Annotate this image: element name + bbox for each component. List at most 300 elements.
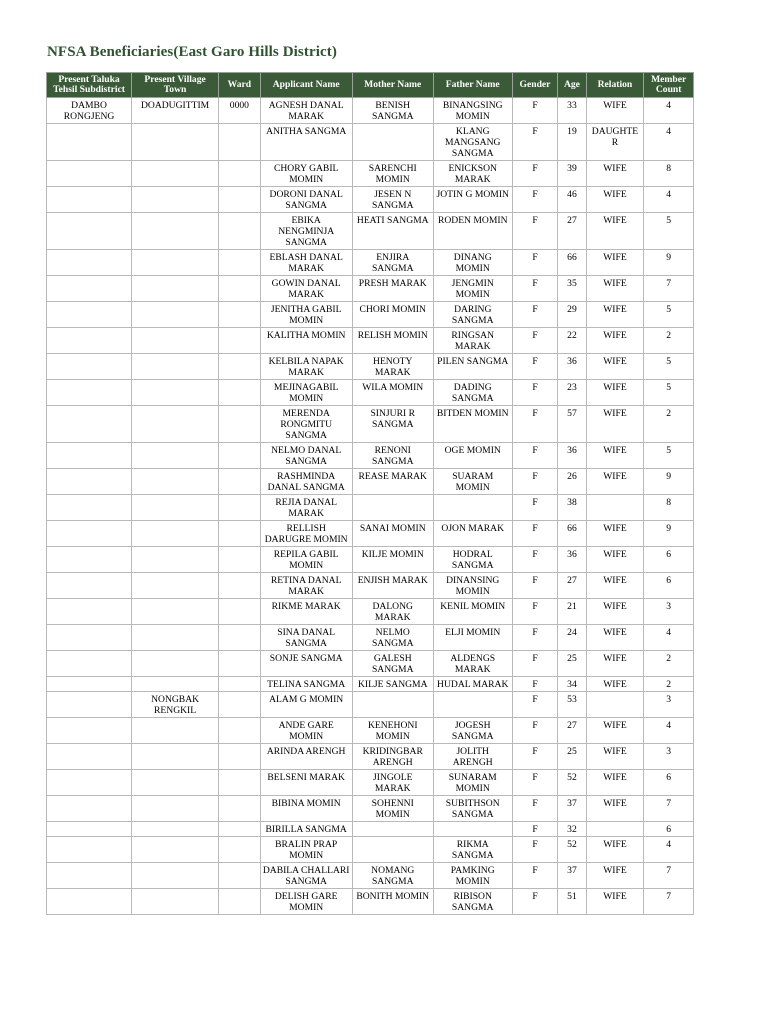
cell-mother-name: REASE MARAK <box>352 469 433 495</box>
cell-taluka <box>47 380 132 406</box>
cell-age: 36 <box>558 547 586 573</box>
cell-mother-name: NOMANG SANGMA <box>352 863 433 889</box>
table-body <box>47 98 694 915</box>
cell-father-name: DINANG MOMIN <box>433 250 512 276</box>
cell-village <box>132 328 219 354</box>
cell-taluka <box>47 521 132 547</box>
cell-age: 27 <box>558 718 586 744</box>
table-row <box>47 744 694 770</box>
table-row <box>47 302 694 328</box>
cell-ward <box>219 276 261 302</box>
cell-age: 66 <box>558 250 586 276</box>
cell-ward <box>219 469 261 495</box>
cell-member-count: 7 <box>644 276 694 302</box>
cell-gender: F <box>512 573 558 599</box>
cell-member-count: 2 <box>644 328 694 354</box>
cell-applicant-name: RIKME MARAK <box>260 599 352 625</box>
cell-member-count: 4 <box>644 718 694 744</box>
cell-mother-name: RELISH MOMIN <box>352 328 433 354</box>
cell-mother-name: JINGOLE MARAK <box>352 770 433 796</box>
table-row <box>47 625 694 651</box>
cell-father-name: KENIL MOMIN <box>433 599 512 625</box>
cell-father-name: RINGSAN MARAK <box>433 328 512 354</box>
cell-member-count: 5 <box>644 354 694 380</box>
cell-relation <box>586 692 644 718</box>
cell-father-name: JOLITH ARENGH <box>433 744 512 770</box>
cell-taluka <box>47 770 132 796</box>
cell-relation: WIFE <box>586 161 644 187</box>
cell-member-count: 9 <box>644 521 694 547</box>
cell-relation: WIFE <box>586 187 644 213</box>
cell-member-count: 2 <box>644 677 694 692</box>
cell-village <box>132 250 219 276</box>
cell-village <box>132 573 219 599</box>
cell-village <box>132 469 219 495</box>
cell-ward <box>219 744 261 770</box>
cell-member-count: 8 <box>644 161 694 187</box>
cell-father-name: ENICKSON MARAK <box>433 161 512 187</box>
cell-relation: WIFE <box>586 889 644 915</box>
cell-gender: F <box>512 521 558 547</box>
cell-relation: WIFE <box>586 521 644 547</box>
cell-member-count: 3 <box>644 692 694 718</box>
table-row <box>47 718 694 744</box>
cell-applicant-name: RELLISH DARUGRE MOMIN <box>260 521 352 547</box>
cell-age: 35 <box>558 276 586 302</box>
cell-taluka <box>47 677 132 692</box>
cell-taluka <box>47 599 132 625</box>
table-row <box>47 161 694 187</box>
header-relation: Relation <box>586 73 644 98</box>
cell-village <box>132 599 219 625</box>
cell-father-name: KLANG MANGSANG SANGMA <box>433 124 512 161</box>
cell-father-name: OGE MOMIN <box>433 443 512 469</box>
table-row <box>47 863 694 889</box>
cell-age: 66 <box>558 521 586 547</box>
cell-gender: F <box>512 443 558 469</box>
table-row <box>47 443 694 469</box>
cell-age: 32 <box>558 822 586 837</box>
cell-village <box>132 443 219 469</box>
cell-father-name: HUDAL MARAK <box>433 677 512 692</box>
cell-village <box>132 187 219 213</box>
cell-applicant-name: NELMO DANAL SANGMA <box>260 443 352 469</box>
cell-ward <box>219 380 261 406</box>
cell-mother-name <box>352 124 433 161</box>
cell-age: 51 <box>558 889 586 915</box>
cell-mother-name: PRESH MARAK <box>352 276 433 302</box>
header-age: Age <box>558 73 586 98</box>
cell-mother-name: BONITH MOMIN <box>352 889 433 915</box>
cell-taluka <box>47 651 132 677</box>
cell-village <box>132 547 219 573</box>
cell-ward <box>219 889 261 915</box>
cell-age: 53 <box>558 692 586 718</box>
cell-member-count: 5 <box>644 380 694 406</box>
cell-relation: WIFE <box>586 677 644 692</box>
cell-gender: F <box>512 796 558 822</box>
cell-father-name: PILEN SANGMA <box>433 354 512 380</box>
cell-taluka <box>47 692 132 718</box>
cell-relation: WIFE <box>586 837 644 863</box>
cell-gender: F <box>512 651 558 677</box>
cell-age: 52 <box>558 837 586 863</box>
table-row <box>47 495 694 521</box>
cell-member-count: 7 <box>644 889 694 915</box>
cell-village <box>132 889 219 915</box>
cell-member-count: 4 <box>644 187 694 213</box>
cell-ward: 0000 <box>219 98 261 124</box>
cell-father-name: ALDENGS MARAK <box>433 651 512 677</box>
cell-ward <box>219 599 261 625</box>
cell-taluka <box>47 328 132 354</box>
cell-village <box>132 651 219 677</box>
cell-taluka <box>47 573 132 599</box>
cell-applicant-name: REJIA DANAL MARAK <box>260 495 352 521</box>
cell-taluka <box>47 495 132 521</box>
cell-relation <box>586 495 644 521</box>
cell-father-name: JENGMIN MOMIN <box>433 276 512 302</box>
cell-member-count: 6 <box>644 547 694 573</box>
cell-age: 37 <box>558 796 586 822</box>
table-row <box>47 354 694 380</box>
cell-applicant-name: REPILA GABIL MOMIN <box>260 547 352 573</box>
cell-applicant-name: BELSENI MARAK <box>260 770 352 796</box>
cell-mother-name: KENEHONI MOMIN <box>352 718 433 744</box>
header-village: Present Village Town <box>132 73 219 98</box>
cell-ward <box>219 302 261 328</box>
cell-applicant-name: CHORY GABIL MOMIN <box>260 161 352 187</box>
cell-age: 57 <box>558 406 586 443</box>
cell-father-name: PAMKING MOMIN <box>433 863 512 889</box>
cell-relation: WIFE <box>586 213 644 250</box>
cell-member-count: 5 <box>644 213 694 250</box>
cell-gender: F <box>512 599 558 625</box>
cell-applicant-name: KELBILA NAPAK MARAK <box>260 354 352 380</box>
cell-taluka <box>47 796 132 822</box>
page-title: NFSA Beneficiaries(East Garo Hills District) <box>47 44 337 60</box>
cell-ward <box>219 495 261 521</box>
table-row <box>47 547 694 573</box>
cell-mother-name: KILJE MOMIN <box>352 547 433 573</box>
cell-relation: WIFE <box>586 328 644 354</box>
cell-village <box>132 625 219 651</box>
cell-member-count: 6 <box>644 822 694 837</box>
cell-village <box>132 744 219 770</box>
cell-ward <box>219 547 261 573</box>
cell-relation <box>586 822 644 837</box>
cell-taluka <box>47 187 132 213</box>
cell-gender: F <box>512 744 558 770</box>
cell-gender: F <box>512 354 558 380</box>
cell-age: 46 <box>558 187 586 213</box>
table-row <box>47 380 694 406</box>
cell-gender: F <box>512 495 558 521</box>
cell-mother-name: KILJE SANGMA <box>352 677 433 692</box>
cell-relation: WIFE <box>586 380 644 406</box>
cell-father-name: JOGESH SANGMA <box>433 718 512 744</box>
cell-relation: WIFE <box>586 98 644 124</box>
cell-applicant-name: SONJE SANGMA <box>260 651 352 677</box>
header-applicant-name: Applicant Name <box>260 73 352 98</box>
cell-ward <box>219 443 261 469</box>
cell-age: 36 <box>558 354 586 380</box>
cell-member-count: 4 <box>644 124 694 161</box>
cell-ward <box>219 161 261 187</box>
table-row <box>47 213 694 250</box>
cell-member-count: 6 <box>644 573 694 599</box>
cell-member-count: 6 <box>644 770 694 796</box>
cell-gender: F <box>512 770 558 796</box>
cell-ward <box>219 213 261 250</box>
cell-father-name: SUARAM MOMIN <box>433 469 512 495</box>
cell-relation: WIFE <box>586 744 644 770</box>
cell-member-count: 3 <box>644 744 694 770</box>
table-row <box>47 796 694 822</box>
cell-relation: WIFE <box>586 573 644 599</box>
cell-applicant-name: KALITHA MOMIN <box>260 328 352 354</box>
cell-age: 37 <box>558 863 586 889</box>
cell-village <box>132 863 219 889</box>
cell-village: NONGBAK RENGKIL <box>132 692 219 718</box>
cell-age: 52 <box>558 770 586 796</box>
cell-relation: WIFE <box>586 718 644 744</box>
table-row <box>47 822 694 837</box>
cell-member-count: 4 <box>644 625 694 651</box>
cell-village <box>132 718 219 744</box>
cell-village <box>132 677 219 692</box>
cell-mother-name: HEATI SANGMA <box>352 213 433 250</box>
cell-relation: WIFE <box>586 770 644 796</box>
cell-taluka <box>47 718 132 744</box>
cell-gender: F <box>512 692 558 718</box>
cell-ward <box>219 573 261 599</box>
cell-relation: WIFE <box>586 651 644 677</box>
cell-taluka <box>47 250 132 276</box>
cell-mother-name: JESEN N SANGMA <box>352 187 433 213</box>
cell-gender: F <box>512 98 558 124</box>
cell-member-count: 5 <box>644 443 694 469</box>
cell-ward <box>219 863 261 889</box>
cell-taluka <box>47 161 132 187</box>
cell-member-count: 7 <box>644 796 694 822</box>
cell-gender: F <box>512 837 558 863</box>
cell-village: DOADUGITTIM <box>132 98 219 124</box>
cell-gender: F <box>512 718 558 744</box>
cell-taluka <box>47 406 132 443</box>
cell-father-name: JOTIN G MOMIN <box>433 187 512 213</box>
cell-ward <box>219 406 261 443</box>
cell-age: 33 <box>558 98 586 124</box>
cell-mother-name <box>352 822 433 837</box>
cell-gender: F <box>512 863 558 889</box>
cell-member-count: 2 <box>644 651 694 677</box>
table-row <box>47 187 694 213</box>
cell-ward <box>219 837 261 863</box>
cell-father-name <box>433 692 512 718</box>
cell-member-count: 9 <box>644 469 694 495</box>
cell-gender: F <box>512 213 558 250</box>
cell-village <box>132 837 219 863</box>
cell-age: 21 <box>558 599 586 625</box>
cell-relation: WIFE <box>586 599 644 625</box>
cell-applicant-name: ANITHA SANGMA <box>260 124 352 161</box>
cell-taluka <box>47 354 132 380</box>
cell-member-count: 3 <box>644 599 694 625</box>
cell-gender: F <box>512 302 558 328</box>
cell-age: 25 <box>558 651 586 677</box>
table-row <box>47 98 694 124</box>
table-row <box>47 406 694 443</box>
cell-ward <box>219 692 261 718</box>
cell-member-count: 7 <box>644 863 694 889</box>
cell-relation: WIFE <box>586 443 644 469</box>
cell-age: 27 <box>558 213 586 250</box>
cell-father-name: RIKMA SANGMA <box>433 837 512 863</box>
cell-mother-name: SARENCHI MOMIN <box>352 161 433 187</box>
cell-applicant-name: MEJINAGABIL MOMIN <box>260 380 352 406</box>
cell-taluka <box>47 443 132 469</box>
cell-ward <box>219 250 261 276</box>
cell-gender: F <box>512 469 558 495</box>
cell-taluka <box>47 625 132 651</box>
header-gender: Gender <box>512 73 558 98</box>
table-row <box>47 599 694 625</box>
cell-village <box>132 354 219 380</box>
cell-mother-name: HENOTY MARAK <box>352 354 433 380</box>
cell-ward <box>219 651 261 677</box>
cell-mother-name: GALESH SANGMA <box>352 651 433 677</box>
header-member-count: Member Count <box>644 73 694 98</box>
cell-mother-name <box>352 495 433 521</box>
cell-relation: WIFE <box>586 354 644 380</box>
cell-ward <box>219 521 261 547</box>
cell-father-name: HODRAL SANGMA <box>433 547 512 573</box>
cell-relation: WIFE <box>586 276 644 302</box>
cell-taluka <box>47 469 132 495</box>
cell-gender: F <box>512 677 558 692</box>
cell-applicant-name: SINA DANAL SANGMA <box>260 625 352 651</box>
cell-relation: WIFE <box>586 625 644 651</box>
cell-gender: F <box>512 625 558 651</box>
cell-mother-name: KRIDINGBAR ARENGH <box>352 744 433 770</box>
cell-father-name: RODEN MOMIN <box>433 213 512 250</box>
table-row <box>47 837 694 863</box>
cell-ward <box>219 770 261 796</box>
cell-applicant-name: JENITHA GABIL MOMIN <box>260 302 352 328</box>
cell-taluka: DAMBO RONGJENG <box>47 98 132 124</box>
cell-ward <box>219 625 261 651</box>
cell-ward <box>219 328 261 354</box>
cell-ward <box>219 718 261 744</box>
cell-applicant-name: DABILA CHALLARI SANGMA <box>260 863 352 889</box>
cell-father-name: DARING SANGMA <box>433 302 512 328</box>
cell-applicant-name: BIBINA MOMIN <box>260 796 352 822</box>
cell-member-count: 9 <box>644 250 694 276</box>
cell-applicant-name: BIRILLA SANGMA <box>260 822 352 837</box>
cell-applicant-name: TELINA SANGMA <box>260 677 352 692</box>
table-row <box>47 276 694 302</box>
cell-father-name: SUNARAM MOMIN <box>433 770 512 796</box>
cell-age: 34 <box>558 677 586 692</box>
cell-mother-name: ENJIRA SANGMA <box>352 250 433 276</box>
cell-father-name: BINANGSING MOMIN <box>433 98 512 124</box>
cell-age: 38 <box>558 495 586 521</box>
beneficiaries-table <box>46 72 694 915</box>
cell-gender: F <box>512 124 558 161</box>
cell-mother-name: BENISH SANGMA <box>352 98 433 124</box>
cell-gender: F <box>512 187 558 213</box>
cell-age: 36 <box>558 443 586 469</box>
cell-taluka <box>47 863 132 889</box>
cell-taluka <box>47 302 132 328</box>
cell-applicant-name: EBLASH DANAL MARAK <box>260 250 352 276</box>
cell-age: 19 <box>558 124 586 161</box>
table-row <box>47 124 694 161</box>
cell-village <box>132 822 219 837</box>
cell-gender: F <box>512 547 558 573</box>
table-row <box>47 677 694 692</box>
cell-member-count: 4 <box>644 98 694 124</box>
cell-father-name: DADING SANGMA <box>433 380 512 406</box>
cell-village <box>132 213 219 250</box>
cell-ward <box>219 677 261 692</box>
cell-age: 24 <box>558 625 586 651</box>
cell-relation: WIFE <box>586 796 644 822</box>
cell-age: 29 <box>558 302 586 328</box>
cell-father-name: RIBISON SANGMA <box>433 889 512 915</box>
cell-age: 22 <box>558 328 586 354</box>
cell-mother-name: ENJISH MARAK <box>352 573 433 599</box>
cell-ward <box>219 187 261 213</box>
cell-mother-name: WILA MOMIN <box>352 380 433 406</box>
cell-mother-name: DALONG MARAK <box>352 599 433 625</box>
cell-ward <box>219 796 261 822</box>
cell-father-name <box>433 495 512 521</box>
cell-village <box>132 495 219 521</box>
cell-applicant-name: AGNESH DANAL MARAK <box>260 98 352 124</box>
cell-relation: DAUGHTE R <box>586 124 644 161</box>
cell-village <box>132 276 219 302</box>
cell-gender: F <box>512 380 558 406</box>
cell-village <box>132 302 219 328</box>
cell-mother-name: RENONI SANGMA <box>352 443 433 469</box>
cell-relation: WIFE <box>586 406 644 443</box>
header-father-name: Father Name <box>433 73 512 98</box>
cell-father-name: ELJI MOMIN <box>433 625 512 651</box>
cell-age: 27 <box>558 573 586 599</box>
cell-gender: F <box>512 822 558 837</box>
cell-mother-name: SANAI MOMIN <box>352 521 433 547</box>
cell-taluka <box>47 276 132 302</box>
cell-mother-name: CHORI MOMIN <box>352 302 433 328</box>
cell-taluka <box>47 837 132 863</box>
cell-ward <box>219 822 261 837</box>
cell-age: 39 <box>558 161 586 187</box>
cell-taluka <box>47 547 132 573</box>
cell-applicant-name: BRALIN PRAP MOMIN <box>260 837 352 863</box>
cell-relation: WIFE <box>586 469 644 495</box>
cell-age: 23 <box>558 380 586 406</box>
cell-applicant-name: ALAM G MOMIN <box>260 692 352 718</box>
cell-gender: F <box>512 889 558 915</box>
cell-mother-name: SOHENNI MOMIN <box>352 796 433 822</box>
table-row <box>47 328 694 354</box>
table-header-row <box>47 73 694 98</box>
cell-taluka <box>47 744 132 770</box>
cell-ward <box>219 354 261 380</box>
table-row <box>47 692 694 718</box>
